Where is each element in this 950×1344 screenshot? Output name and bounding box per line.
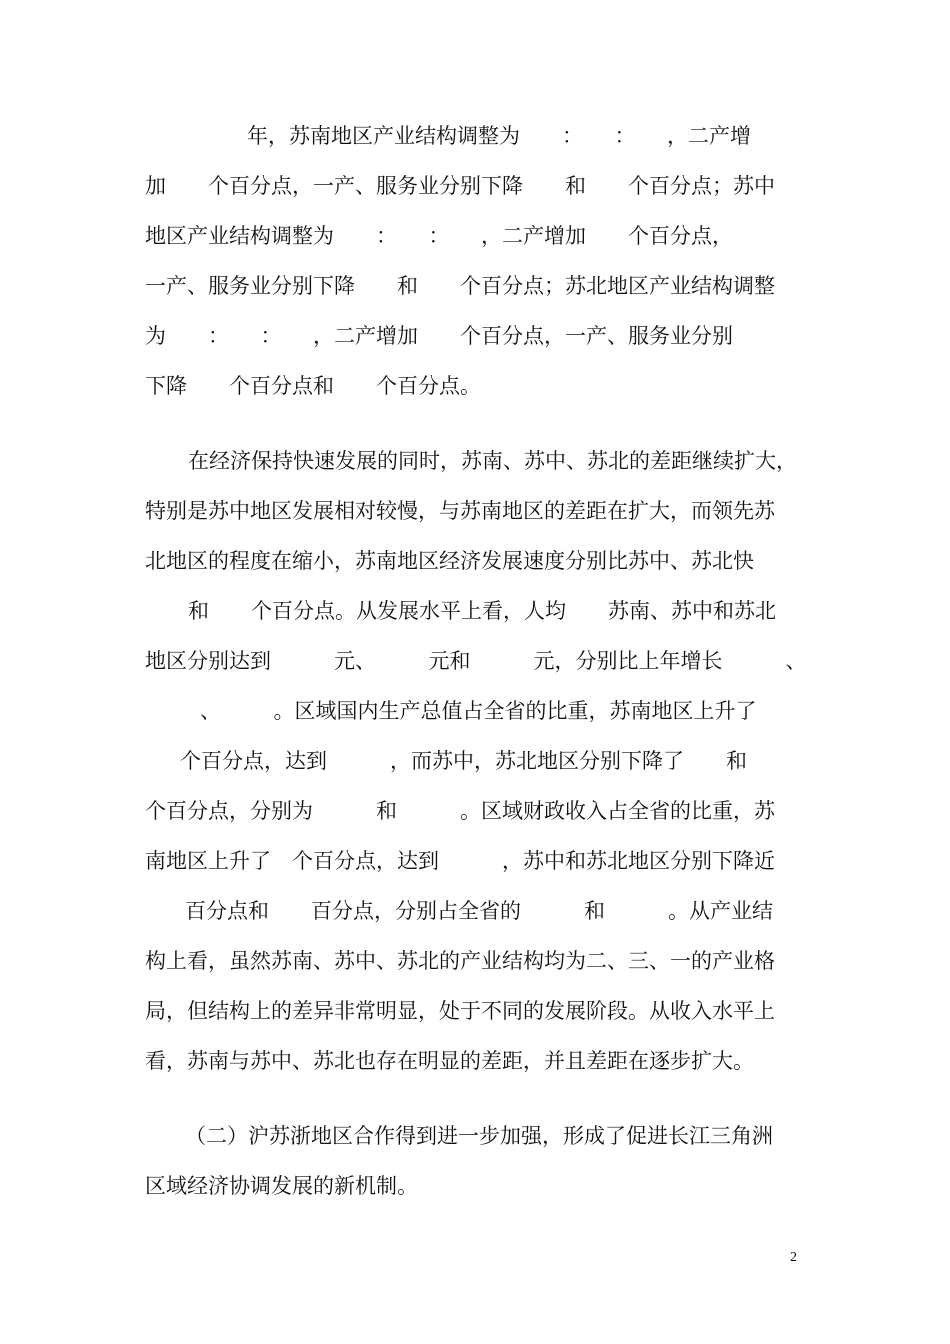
text-line: 、 。区域国内生产总值占全省的比重，苏南地区上升了	[200, 699, 757, 723]
text-line: 和 个百分点。从发展水平上看，人均 苏南、苏中和苏北	[188, 599, 776, 623]
text-line: 在经济保持快速发展的同时，苏南、苏中、苏北的差距继续扩大，	[188, 449, 797, 473]
text-line: 个百分点，分别为 和 。区域财政收入占全省的比重，苏	[145, 799, 775, 823]
text-line: 地区分别达到 元、 元和 元，分别比上年增长 、	[145, 649, 807, 673]
text-line: 北地区的程度在缩小，苏南地区经济发展速度分别比苏中、苏北快	[145, 549, 754, 573]
text-line: 特别是苏中地区发展相对较慢，与苏南地区的差距在扩大，而领先苏	[145, 499, 775, 523]
text-line: 构上看，虽然苏南、苏中、苏北的产业结构均为二、三、一的产业格	[145, 949, 775, 973]
text-line: 为 ： ： ，二产增加 个百分点，一产、服务业分别	[145, 324, 733, 348]
page-number: 2	[790, 1250, 797, 1265]
text-line: 下降 个百分点和 个百分点。	[145, 374, 481, 398]
text-line: 区域经济协调发展的新机制。	[145, 1174, 418, 1198]
text-line: 南地区上升了 个百分点，达到 ，苏中和苏北地区分别下降近	[145, 849, 775, 873]
text-line: 加 个百分点，一产、服务业分别下降 和 个百分点；苏中	[145, 174, 775, 198]
text-line: 百分点和 百分点，分别占全省的 和 。从产业结	[185, 899, 773, 923]
text-line: 局，但结构上的差异非常明显，处于不同的发展阶段。从收入水平上	[145, 999, 775, 1023]
text-line: 看，苏南与苏中、苏北也存在明显的差距，并且差距在逐步扩大。	[145, 1049, 754, 1073]
text-line: 个百分点，达到 ，而苏中，苏北地区分别下降了 和	[180, 749, 747, 773]
text-line: （二）沪苏浙地区合作得到进一步加强，形成了促进长江三角洲	[185, 1124, 773, 1148]
text-line: 年，苏南地区产业结构调整为 ： ： ，二产增	[247, 124, 751, 148]
text-line: 一产、服务业分别下降 和 个百分点；苏北地区产业结构调整	[145, 274, 775, 298]
text-line: 地区产业结构调整为 ： ： ，二产增加 个百分点，	[145, 224, 733, 248]
